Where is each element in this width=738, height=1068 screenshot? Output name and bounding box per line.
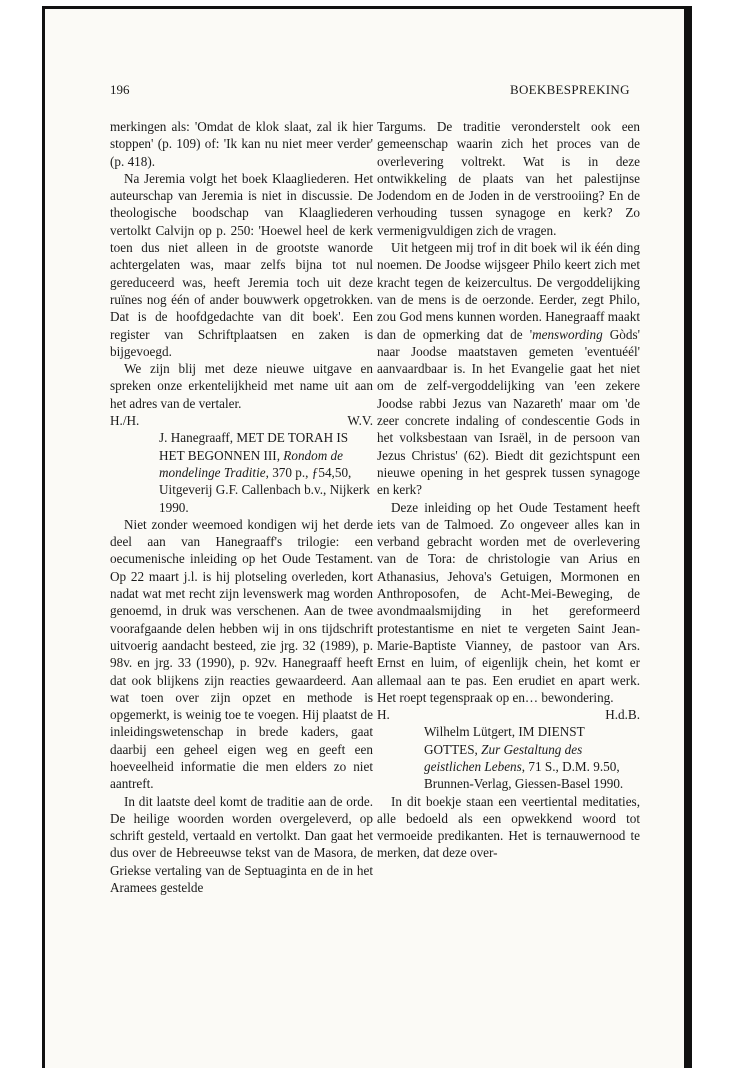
paragraph: In dit laatste deel komt de traditie aan de orde. De heilige woorden worden overgeleverd, op schrift gesteld, vertaald en vertolkt. Dan gaat het dus over de Hebreeuwse tekst van de Masora, de Griekse vertaling van de Septuaginta en de in het Aramees gestelde [110, 793, 373, 896]
signature-initials: H./H. [110, 413, 140, 429]
paragraph: In dit boekje staan een veertiental meditaties, alle bedoeld als een opwekkend woord tot vermoeide predikanten. Het is ternauwernood te merken, dat deze over- [377, 793, 640, 861]
reviewer-initials: H.d.B. [605, 707, 640, 723]
paragraph: We zijn blij met deze nieuwe uitgave en spreken onze erkentelijkheid met name uit aan het adres van de vertaler. [110, 361, 373, 411]
page-number: 196 [110, 82, 130, 97]
review-signature [110, 412, 373, 429]
review-signature [377, 706, 640, 723]
paragraph: Deze inleiding op het Oude Testament heeft iets van de Talmoed. Zo ongeveer alles kan in verband gebracht worden met de overlevering van de Tora: de christologie van Arius en Athanasius, Jehova's Getuigen, Mormonen en Anthroposofen, de Acht-Mei-Beweging, de avondmaalsmijding in het gereformeerd protestantisme en niet te vergeten Saint Jean-Marie-Baptiste Vianney, de pastoor van Ars. Ernst en luim, of eigenlijk chein, het komt er allemaal aan te pas. Een erudiet en apart werk. Het roept tegenspraak op en… bewondering. [377, 499, 640, 705]
paragraph: Targums. De traditie veronderstelt ook een gemeenschap waarin zich het proces van de overlevering voltrekt. Wat is in deze ontwikkeling de plaats van het palestijnse Jodendom en de Joden in de verstrooiing? En de verhouding tussen synagoge en kerk? Zo vermenigvuldigen zich de vragen. [377, 119, 640, 238]
reviewer-initials: W.V. [347, 413, 373, 429]
right-column [377, 118, 640, 862]
paragraph: Uit hetgeen mij trof in dit boek wil ik één ding noemen. De Joodse wijsgeer Philo keert zich met kracht tegen de keizercultus. De vergoddelijking van de mens is de oerzonde. Eerder, zegt Philo, zou God mens kunnen worden. Hanegraaff maakt dan de opmerking dat de 'menswording Gòds' naar Joodse maatstaven gemeten 'eventuéél' aanvaardbaar is. In het Evangelie gaat het niet om de zelf-vergoddelijking van 'een zekere Joodse rabbi Jezus van Nazareth' maar om 'de zeer concrete indaling of condescentie Gods in het volksbestaan van Israël, in de persoon van Jezus Christus' (62). Biedt dit gezichtspunt een nieuwe opening in het gesprek tussen synagoge en kerk? [377, 240, 640, 498]
paragraph: Na Jeremia volgt het boek Klaagliederen. Het auteurschap van Jeremia is niet in discussie. De theologische boodschap van Klaagliederen vertolkt Calvijn op p. 250: 'Hoewel heel de kerk toen dus niet alleen in de grootste wanorde achtergelaten was, maar zelfs bijna tot nul gereduceerd was, heeft Jeremia toch uit deze ruïnes nog één of ander bouwwerk opgetrokken. Dat is de hoofdgedachte van dit boek'. Een register van Schriftplaatsen en zaken is bijgevoegd. [110, 170, 373, 359]
book-reference: Wilhelm Lütgert, IM DIENST GOTTES, Zur Gestaltung des geistlichen Lebens, 71 S., D.M. 9.50, Brunnen-Verlag, Giessen-Basel 1990. [424, 724, 624, 792]
left-column [110, 118, 373, 896]
signature-initials: H. [377, 707, 390, 723]
running-head: BOEKBESPREKING [510, 82, 630, 97]
paragraph: Niet zonder weemoed kondigen wij het derde deel aan van Hanegraaff's trilogie: een oecumenische inleiding op het Oude Testament. Op 22 maart j.l. is hij plotseling overleden, kort nadat wat met recht zijn levenswerk mag worden genoemd, in druk was verschenen. Aan de twee voorafgaande delen hebben wij in ons tijdschrift uitvoerig aandacht besteed, zie jrg. 32 (1989), p. 98v. en jrg. 33 (1990), p. 92v. Hanegraaff heeft dat ook blijkens zijn reacties gewaardeerd. Aan wat toen over zijn opzet en methode is opgemerkt, is weinig toe te voegen. Hij plaatst de inleidingswetenschap in brede kaders, gaat daarbij een geheel eigen weg en geeft een hoeveelheid informatie die men elders zo niet aantreft. [110, 516, 373, 792]
paragraph: merkingen als: 'Omdat de klok slaat, zal ik hier stoppen' (p. 109) of: 'Ik kan nu niet meer verder' (p. 418). [110, 119, 373, 169]
book-reference: J. Hanegraaff, MET DE TORAH IS HET BEGONNEN III, Rondom de mondelinge Traditie, 370 p., ƒ54,50, Uitgeverij G.F. Callenbach b.v., Nijkerk 1990. [159, 430, 370, 515]
